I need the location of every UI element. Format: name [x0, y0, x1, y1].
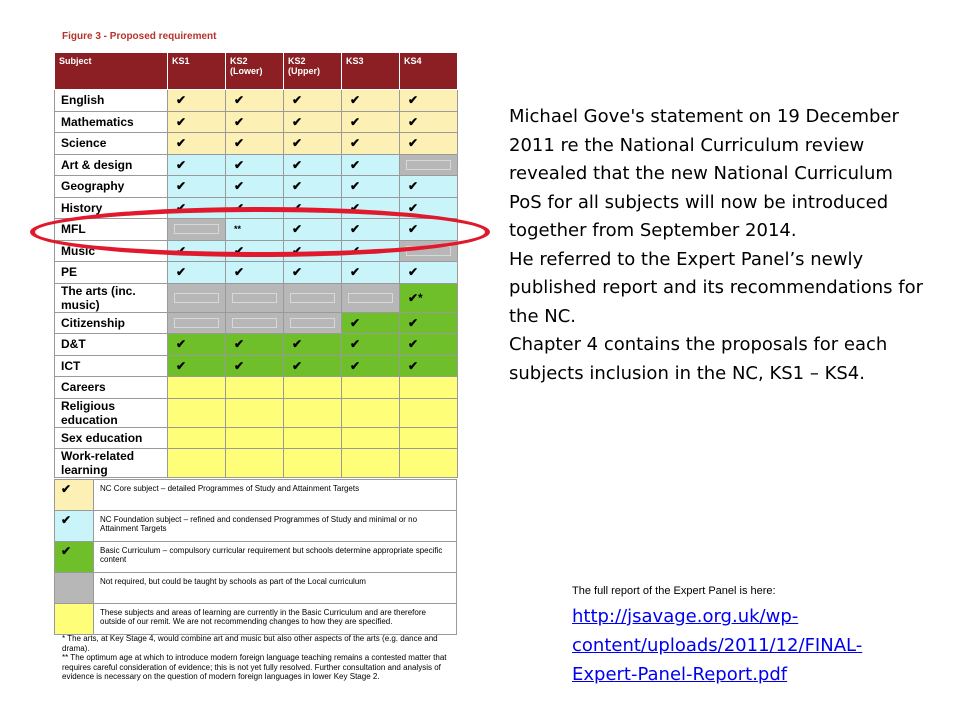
- requirement-cell: [168, 398, 226, 427]
- check-icon: ✔: [176, 200, 187, 215]
- check-icon: ✔: [234, 243, 245, 258]
- legend-row: [55, 511, 457, 542]
- subject-label: Religious education: [55, 398, 168, 427]
- table-row: [55, 312, 458, 334]
- legend-swatch: [55, 604, 94, 635]
- header-1: KS1: [168, 53, 226, 90]
- table-row: [55, 427, 458, 449]
- requirement-cell: [226, 377, 284, 399]
- check-icon: ✔*: [408, 290, 423, 305]
- subject-label: PE: [55, 262, 168, 284]
- legend-text: Basic Curriculum – compulsory curricular requirement but schools determine appropriate specific content: [94, 542, 457, 573]
- table-row: [55, 262, 458, 284]
- requirement-cell: [226, 111, 284, 133]
- figure-title: Figure 3 - Proposed requirement: [62, 31, 217, 42]
- check-icon: ✔: [234, 136, 245, 151]
- requirement-cell: [168, 449, 226, 478]
- legend-row: [55, 480, 457, 511]
- cell-value: [348, 293, 393, 303]
- legend-check-icon: ✔: [55, 511, 94, 542]
- check-icon: ✔: [292, 337, 303, 352]
- subject-label: ICT: [55, 355, 168, 377]
- requirement-cell: [168, 133, 226, 155]
- requirement-cell: [226, 334, 284, 356]
- requirement-cell: [284, 262, 342, 284]
- requirement-cell: [342, 262, 400, 284]
- subject-label: The arts (inc. music): [55, 283, 168, 312]
- check-icon: ✔: [234, 358, 245, 373]
- subject-label: Sex education: [55, 427, 168, 449]
- requirement-cell: [342, 90, 400, 112]
- legend-text: These subjects and areas of learning are currently in the Basic Curriculum and are therefore outside of our remit. We are not recommending changes to how they are specified.: [94, 604, 457, 635]
- requirement-cell: [284, 133, 342, 155]
- legend-row: [55, 573, 457, 604]
- check-icon: ✔: [408, 200, 419, 215]
- requirement-cell: [400, 334, 458, 356]
- requirement-cell: [284, 334, 342, 356]
- check-icon: ✔: [234, 337, 245, 352]
- legend-check-icon: ✔: [55, 542, 94, 573]
- subject-label: Music: [55, 240, 168, 262]
- header-2: KS2 (Lower): [226, 53, 284, 90]
- requirement-cell: [400, 154, 458, 176]
- requirement-cell: [342, 398, 400, 427]
- requirement-cell: [400, 283, 458, 312]
- header-4: KS3: [342, 53, 400, 90]
- cell-value: [290, 293, 335, 303]
- requirement-cell: [342, 334, 400, 356]
- requirement-cell: [284, 398, 342, 427]
- report-link[interactable]: http://jsavage.org.uk/wp-content/uploads/2011/12/FINAL-Expert-Panel-Report.pdf: [572, 606, 863, 685]
- subject-label: Work-related learning: [55, 449, 168, 478]
- table-row: [55, 176, 458, 198]
- requirement-cell: [226, 90, 284, 112]
- requirement-cell: [284, 111, 342, 133]
- footnote-arts: * The arts, at Key Stage 4, would combine art and music but also other aspects of the arts (e.g. dance and drama).: [62, 634, 438, 653]
- check-icon: ✔: [234, 179, 245, 194]
- table-row: [55, 283, 458, 312]
- check-icon: ✔: [176, 243, 187, 258]
- requirement-cell: [284, 312, 342, 334]
- check-icon: ✔: [408, 93, 419, 108]
- requirement-cell: [168, 176, 226, 198]
- requirement-cell: [168, 355, 226, 377]
- requirement-cell: [284, 154, 342, 176]
- cell-value: [406, 160, 451, 170]
- reference-label: The full report of the Expert Panel is here:: [572, 585, 776, 597]
- requirement-cell: [168, 377, 226, 399]
- legend-text: NC Core subject – detailed Programmes of Study and Attainment Targets: [94, 480, 457, 511]
- check-icon: ✔: [234, 157, 245, 172]
- requirement-cell: [342, 449, 400, 478]
- check-icon: ✔: [408, 337, 419, 352]
- check-icon: ✔: [234, 265, 245, 280]
- requirement-cell: [400, 449, 458, 478]
- check-icon: ✔: [176, 114, 187, 129]
- table-row: [55, 133, 458, 155]
- subject-label: Citizenship: [55, 312, 168, 334]
- table-row: [55, 355, 458, 377]
- requirement-cell: [226, 312, 284, 334]
- requirement-cell: [226, 262, 284, 284]
- check-icon: ✔: [176, 136, 187, 151]
- check-icon: ✔: [350, 315, 361, 330]
- footnotes: [62, 634, 457, 682]
- subject-label: Science: [55, 133, 168, 155]
- requirement-cell: [400, 90, 458, 112]
- requirement-cell: [342, 154, 400, 176]
- requirement-cell: [284, 283, 342, 312]
- check-icon: ✔: [292, 358, 303, 373]
- check-icon: ✔: [176, 337, 187, 352]
- requirement-cell: [400, 377, 458, 399]
- table-row: [55, 449, 458, 478]
- check-icon: ✔: [408, 114, 419, 129]
- paragraph-report: He referred to the Expert Panel’s newly published report and its recommendations for the NC.: [509, 248, 924, 327]
- requirement-cell: [400, 312, 458, 334]
- check-icon: ✔: [292, 93, 303, 108]
- check-icon: ✔: [350, 243, 361, 258]
- cell-value: [232, 318, 277, 328]
- requirement-cell: [284, 377, 342, 399]
- cell-value: [290, 318, 335, 328]
- check-icon: ✔: [350, 93, 361, 108]
- table-row: [55, 334, 458, 356]
- header-0: Subject: [55, 53, 168, 90]
- legend-text: Not required, but could be taught by schools as part of the Local curriculum: [94, 573, 457, 604]
- check-icon: ✔: [234, 200, 245, 215]
- requirement-cell: [342, 377, 400, 399]
- check-icon: ✔: [292, 179, 303, 194]
- requirement-cell: [400, 133, 458, 155]
- legend-swatch: [55, 573, 94, 604]
- mfl-highlight-ellipse: [30, 207, 490, 257]
- check-icon: ✔: [408, 136, 419, 151]
- requirement-cell: [168, 262, 226, 284]
- check-icon: ✔: [292, 136, 303, 151]
- cell-value: **: [234, 224, 242, 235]
- requirement-cell: [400, 355, 458, 377]
- check-icon: ✔: [350, 200, 361, 215]
- legend-table: [54, 479, 457, 635]
- requirement-cell: [284, 90, 342, 112]
- requirement-cell: [342, 133, 400, 155]
- check-icon: ✔: [292, 157, 303, 172]
- check-icon: ✔: [350, 265, 361, 280]
- table-row: [55, 111, 458, 133]
- check-icon: ✔: [234, 93, 245, 108]
- requirements-table: [54, 52, 458, 478]
- requirement-cell: [168, 283, 226, 312]
- requirement-cell: [168, 154, 226, 176]
- table-row: [55, 154, 458, 176]
- requirement-cell: [168, 111, 226, 133]
- requirement-cell: [400, 111, 458, 133]
- requirement-cell: [400, 398, 458, 427]
- requirement-cell: [342, 312, 400, 334]
- header-5: KS4: [400, 53, 458, 90]
- paragraph-chapter: Chapter 4 contains the proposals for each subjects inclusion in the NC, KS1 – KS4.: [509, 334, 888, 384]
- requirement-cell: [168, 90, 226, 112]
- check-icon: ✔: [292, 114, 303, 129]
- check-icon: ✔: [292, 222, 303, 237]
- requirement-cell: [226, 133, 284, 155]
- requirement-cell: [342, 355, 400, 377]
- requirement-cell: [226, 427, 284, 449]
- subject-label: MFL: [55, 219, 168, 241]
- requirement-cell: [284, 449, 342, 478]
- check-icon: ✔: [350, 114, 361, 129]
- check-icon: ✔: [350, 179, 361, 194]
- subject-label: History: [55, 197, 168, 219]
- table-row: [55, 90, 458, 112]
- subject-label: Geography: [55, 176, 168, 198]
- subject-label: English: [55, 90, 168, 112]
- paragraph-statement: Michael Gove's statement on 19 December 2011 re the National Curriculum review revealed that the new National Curriculum PoS for all subjects will now be introduced together from September 2014.: [509, 106, 899, 241]
- requirement-cell: [400, 262, 458, 284]
- subject-label: Careers: [55, 377, 168, 399]
- footnote-mfl: ** The optimum age at which to introduce modern foreign language teaching remains a contested matter that requires careful consideration of evidence; this is not yet fully resolved. Further consultation and analysis of evidence is necessary on the question of modern foreign languages in lower Key Stage 2.: [62, 653, 447, 681]
- requirement-cell: [342, 176, 400, 198]
- check-icon: ✔: [176, 93, 187, 108]
- table-row: [55, 398, 458, 427]
- check-icon: ✔: [292, 200, 303, 215]
- cell-value: [174, 318, 219, 328]
- requirement-cell: [168, 427, 226, 449]
- subject-label: Art & design: [55, 154, 168, 176]
- table-header-row: [55, 53, 458, 90]
- requirement-cell: [400, 427, 458, 449]
- subject-label: D&T: [55, 334, 168, 356]
- requirement-cell: [226, 283, 284, 312]
- requirement-cell: [226, 398, 284, 427]
- requirement-cell: [168, 334, 226, 356]
- check-icon: ✔: [176, 358, 187, 373]
- legend-check-icon: ✔: [55, 480, 94, 511]
- check-icon: ✔: [350, 358, 361, 373]
- check-icon: ✔: [176, 157, 187, 172]
- check-icon: ✔: [350, 222, 361, 237]
- body-text: [509, 103, 929, 388]
- check-icon: ✔: [350, 136, 361, 151]
- legend-row: [55, 542, 457, 573]
- requirement-cell: [400, 176, 458, 198]
- legend-row: [55, 604, 457, 635]
- check-icon: ✔: [350, 337, 361, 352]
- requirement-cell: [226, 154, 284, 176]
- subject-label: Mathematics: [55, 111, 168, 133]
- check-icon: ✔: [176, 179, 187, 194]
- check-icon: ✔: [408, 179, 419, 194]
- requirement-cell: [226, 449, 284, 478]
- check-icon: ✔: [292, 243, 303, 258]
- check-icon: ✔: [350, 157, 361, 172]
- check-icon: ✔: [234, 114, 245, 129]
- requirement-cell: [342, 283, 400, 312]
- cell-value: [232, 293, 277, 303]
- cell-value: [174, 293, 219, 303]
- check-icon: ✔: [408, 222, 419, 237]
- check-icon: ✔: [408, 315, 419, 330]
- check-icon: ✔: [176, 265, 187, 280]
- check-icon: ✔: [408, 358, 419, 373]
- requirement-cell: [342, 111, 400, 133]
- requirement-cell: [284, 427, 342, 449]
- check-icon: ✔: [292, 265, 303, 280]
- header-3: KS2 (Upper): [284, 53, 342, 90]
- requirement-cell: [342, 427, 400, 449]
- requirement-cell: [226, 355, 284, 377]
- table-row: [55, 377, 458, 399]
- requirement-cell: [284, 355, 342, 377]
- requirement-cell: [284, 176, 342, 198]
- legend-text: NC Foundation subject – refined and condensed Programmes of Study and minimal or no Attainment Targets: [94, 511, 457, 542]
- check-icon: ✔: [408, 265, 419, 280]
- requirement-cell: [226, 176, 284, 198]
- requirement-cell: [168, 312, 226, 334]
